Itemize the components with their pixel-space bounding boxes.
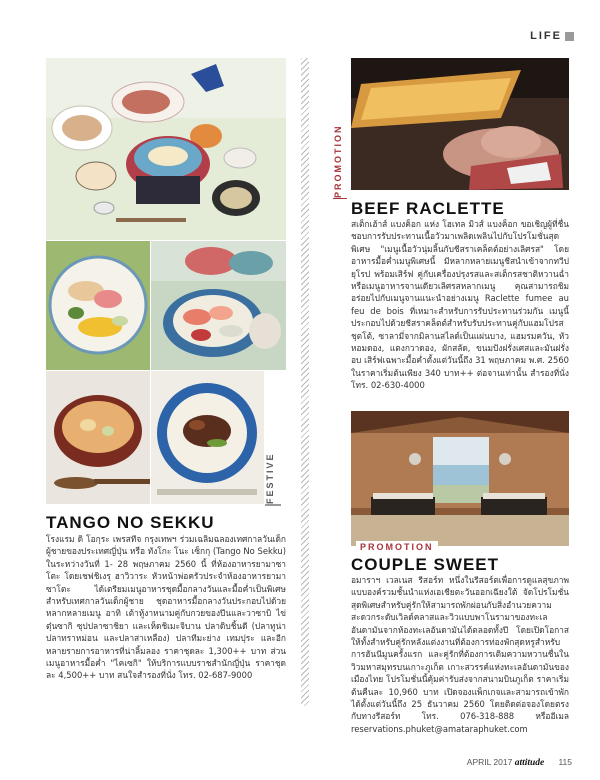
raclette-cheese-image [351,58,569,190]
sashimi-image [151,241,286,370]
footer-issue: APRIL 2017 [466,757,513,767]
soup-bowl-image [46,371,150,504]
section-tag [530,30,574,42]
beef-title: BEEF RACLETTE [351,199,505,218]
food-photo-bottom-left [46,371,150,504]
tango-title: TANGO NO SEKKU [46,513,215,532]
spa-photo [351,411,569,546]
festive-tag-label: FESTIVE [265,452,275,504]
page-footer [467,757,572,768]
sushi-plate-image [46,241,150,370]
raclette-photo [351,58,569,190]
section-label: LIFE [530,30,562,42]
tango-body: โรงแรม ดิ โอกุระ เพรสทีจ กรุงเทพฯ ร่วมเฉลิมฉลองเทศกาลวันเด็กผู้ชายของประเทศญี่ปุ่น หรือ ทังโกะ โนะ เซ็กกุ (Tango No Sekku) ในระหว่างวันที่ 1- 28 พฤษภาคม 2560 นี้ ที่ห้องอาหารยามาซาโตะ โดยเชฟชิเงรุ ฮาวิวาระ หัวหน้าพ่อครัวประจำห้องอาหารยามาซาโตะ ได้เตรียมเมนูอาหารชุดมื้อกลางวันและมื้อค่ำเป็นพิเศษสำหรับเทศกาลวันเด็กผู้ชาย ชุดอาหารมื้อกลางวันประกอบไปด้วยหลากหลายเมนู อาทิ เต้าหู้งาหนามคู่กับกวยของปีนและวาซาบิ ไข่ตุ๋นซากิ ซุปปลาซาชิยา และเห็ดชิเมะจิบาน ปลาดิบชิ้นดี (ปลาทูน่า ปลาทราหม่อน และปลาสาเหลือง) ปลาทีมะย่าง เทมปุระ และอีกหลายรายการอาหารที่น่าลิ้มลอง ราคาชุดละ 1,300++ บาท ส่วนเมนูอาหารมื้อค่ำ "ไคเซกิ" ให้บริการแบบราชสำนักญี่ปุ่น ราคาชุดละ 4,500++ บาท สนใจสำรองที่นั่ง โทร. 02-687-9000 [46,534,286,681]
festive-tag [265,438,281,506]
section-bar [565,32,574,41]
food-photo-middle-left [46,241,150,370]
promotion-tag-bottom [356,541,438,553]
promotion-tag-top [333,110,347,199]
food-photo-bottom-right [151,371,264,504]
food-photo-top [46,58,286,240]
page-number: 115 [558,757,572,767]
promotion-tag-bottom-label: PROMOTION [360,542,434,552]
beef-dish-image [151,371,264,504]
kaiseki-set-image [46,58,286,240]
footer-magazine: attitude [514,758,545,768]
food-photo-middle-right [151,241,286,370]
beef-body: สเต็กเฮ้าส์ แบงค็อก แห่ง โฮเทล มิวส์ แบงค็อก ขอเชิญผู้ที่ชื่นชอบการรับประทานเนื้อวัวมาเพลิดเพลินไปกับโปรโมชั่นสุดพิเศษ "เมนูเนื้อวัวนุ่มลิ้นกับชีสราเคล็ตต์อย่างเลิศรส" โดยอาหารมื้อค่ำเมนูพิเศษนี้ มีหลากหลายเมนูชีสนำเข้าจากทวีปยุโรป พร้อมเสิร์ฟ คู่กับเครื่องปรุงรสและสเต็กรสชาติหวานฉ่ำ หรือเมนูอาหารจานเดียวเลิศรสหลากเมนู คุณสามารถชิมอร่อยไปกับเมนูจานแนะนำอย่างเมนู Raclette fumee au feu de bois ที่เหมาะสำหรับการรับประทานร่วมกัน เมนูนี้ประกอบไปด้วยชีสราคล็ตต์สำหรับรับประทานคู่กับแฮมโปรสชุตโต้, ซาลามี่จากมิลานสไลด์เป็นแผ่นบาง, แฮมรมควัน, หัวหอมดอง, แตงกวาดอง, ผักสลัด, ขนมปังฝรั่งเศสและมันฝรั่งอบ เสิร์ฟเฉพาะมื้อค่ำตั้งแต่วันนี้ถึง 31 พฤษภาคม พ.ศ. 2560 ในราคาเริ่มต้นเพียง 340 บาท++ ต่อจานเท่านั้น สำรองที่นั่ง โทร. 02-630-4000 [351,219,569,391]
couple-body: อมาราฯ เวลเนส รีสอร์ท หนึ่งในรีสอร์ตเพื่อการดูแลสุขภาพแบบองค์รวมชั้นนำแห่งเอเชียตะวันออกเฉียงใต้ จัดโปรโมชั่นสุดพิเศษสำหรับคู่รักให้สามารถพักผ่อนกับสิ่งอำนวยความสะดวกระดับเวิลด์คลาสและวิวแบบพาโนรามาของทะเลอันดามันจากห้องทะเลอันดามันได้ตลอดทั้งปี โดยเปิดโอกาสให้ทั้งสำหรับคู่รักหลังแต่งงานที่ต้องการท่องพักสุดหรูสำหรับการฮันนีมูนครั้งแรก และคู่รักที่ต้องการเติมความหวานชื่นในวิวมหาสมุทรบนเกาะภูเก็ต เกาะสวรรค์แห่งทะเลอันดามันของเมืองไทย โปรโมชั่นนี้คุ้มค่ารับส่งจากสนามบินภูเก็ต ราคาเริ่มต้นคืนละ 10,960 บาท เปิดจองแพ็กเกจและสามารถเข้าพักได้ตั้งแต่วันนี้ถึง 25 ธันวาคม 2560 โดยติดต่อจองโดยตรงกับทางรีสอร์ท โทร. 076-318-888 หรืออีเมล reservations.phuket@amataraphuket.com [351,575,569,734]
couple-title: COUPLE SWEET [351,555,500,574]
column-divider [301,58,309,706]
spa-room-image [351,411,569,546]
promotion-tag-top-label: PROMOTION [333,124,343,198]
